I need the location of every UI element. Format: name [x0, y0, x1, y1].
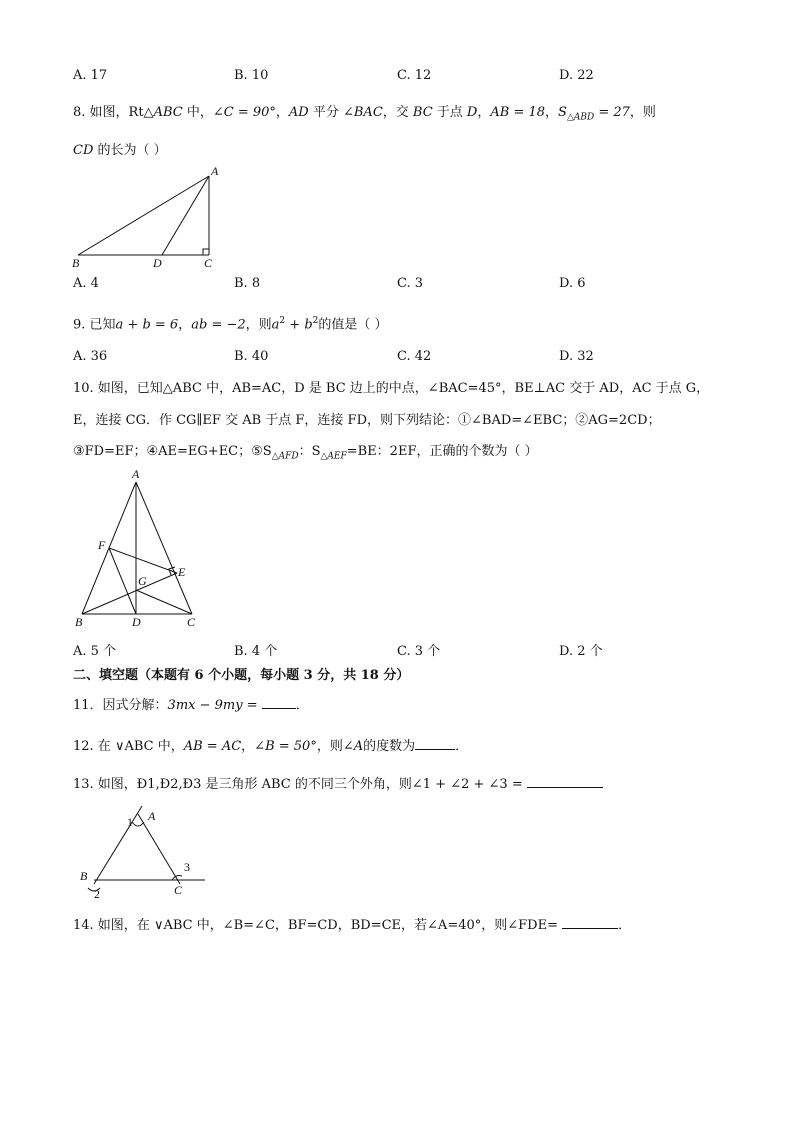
q13-label-c: C — [174, 883, 183, 897]
q13-question: 13. 如图，Ð1,Ð2,Ð3 是三角形 ABC 的不同三个外角，则∠1 + ∠2 + ∠3 = — [73, 775, 603, 794]
q9-option-d: D. 32 — [559, 349, 594, 364]
q12-question: 12. 在 ∨ABC 中，AB = AC，∠B = 50°，则∠A的度数为 ． — [73, 739, 469, 754]
q11-question: 11．因式分解：3mx − 9my = ． — [73, 698, 309, 713]
q13-label-3: 3 — [184, 860, 190, 874]
q8-option-d: D. 6 — [559, 276, 586, 291]
q8-question-cont: CD 的长为（ ） — [73, 143, 167, 158]
section-2-heading: 二、填空题（本题有 6 个小题，每小题 3 分，共 18 分） — [73, 668, 410, 683]
q13-answer-blank[interactable] — [527, 775, 603, 788]
q10-label-b: B — [75, 615, 83, 629]
q10-option-b: B. 4 个 — [234, 644, 278, 659]
q10-option-d: D. 2 个 — [559, 644, 603, 659]
q10-label-e: E — [178, 565, 186, 579]
q10-label-a: A — [132, 467, 140, 481]
q8-label-d: D — [153, 256, 162, 270]
q9-option-c: C. 42 — [397, 349, 432, 364]
q9-option-a: A. 36 — [73, 349, 108, 364]
q8-label-c: C — [204, 256, 213, 270]
q7-option-b: B. 10 — [234, 68, 269, 83]
q8-option-c: C. 3 — [397, 276, 424, 291]
q8-question: 8. 如图，Rt△ABC 中，∠C = 90°，AD 平分 ∠BAC，交 BC 于点 D，AB = 18，$S_{\triangle ABD} = 27$，则 — [73, 105, 656, 123]
q8-option-b: B. 8 — [234, 276, 261, 291]
q7-option-a: A. 17 — [73, 68, 108, 83]
q11-answer-blank[interactable] — [262, 696, 296, 709]
q9-option-b: B. 40 — [234, 349, 269, 364]
q14-question: 14. 如图，在 ∨ABC 中，∠B=∠C，BF=CD，BD=CE，若∠A=40°，则∠FDE= ． — [73, 918, 632, 933]
q8-option-a: A. 4 — [73, 276, 99, 291]
q7-option-c: C. 12 — [397, 68, 432, 83]
q10-label-d: D — [132, 615, 141, 629]
q10-option-a: A. 5 个 — [73, 644, 117, 659]
q10-figure — [70, 465, 210, 635]
q13-figure — [72, 800, 212, 900]
q7-option-d: D. 22 — [559, 68, 594, 83]
q12-answer-blank[interactable] — [415, 737, 455, 750]
q13-label-b: B — [80, 869, 88, 883]
q10-option-c: C. 3 个 — [397, 644, 441, 659]
q10-label-g: G — [138, 574, 147, 588]
q8-label-a: A — [211, 164, 219, 178]
q8-label-b: B — [72, 256, 80, 270]
q10-label-c: C — [187, 615, 196, 629]
q10-question-line3: ③FD=EF；④AE=EG+EC；$⑤S_{\triangle AFD}$：$S_{\triangle AEF}=BE$：2EF，正确的个数为（ ） — [73, 444, 538, 462]
q10-question-line1: 10. 如图，已知△ABC 中，AB=AC，D 是 BC 边上的中点，∠BAC=45°，BE⊥AC 交于 AD，AC 于点 G， — [73, 381, 710, 396]
q8-figure — [70, 163, 230, 271]
q14-answer-blank[interactable] — [562, 916, 618, 929]
q13-label-a: A — [148, 809, 156, 823]
q10-question-line2: E，连接 CG．作 CG∥EF 交 AB 于点 F，连接 FD，则下列结论：①∠BAD=∠EBC；②AG=2CD； — [73, 413, 661, 428]
q10-label-f: F — [98, 538, 106, 552]
q13-label-2: 2 — [94, 887, 100, 900]
q9-question: 9. 已知a + b = 6，ab = −2，则$a^2 + b^2$的值是（ ） — [73, 316, 388, 333]
q13-label-1: 1 — [127, 815, 133, 829]
